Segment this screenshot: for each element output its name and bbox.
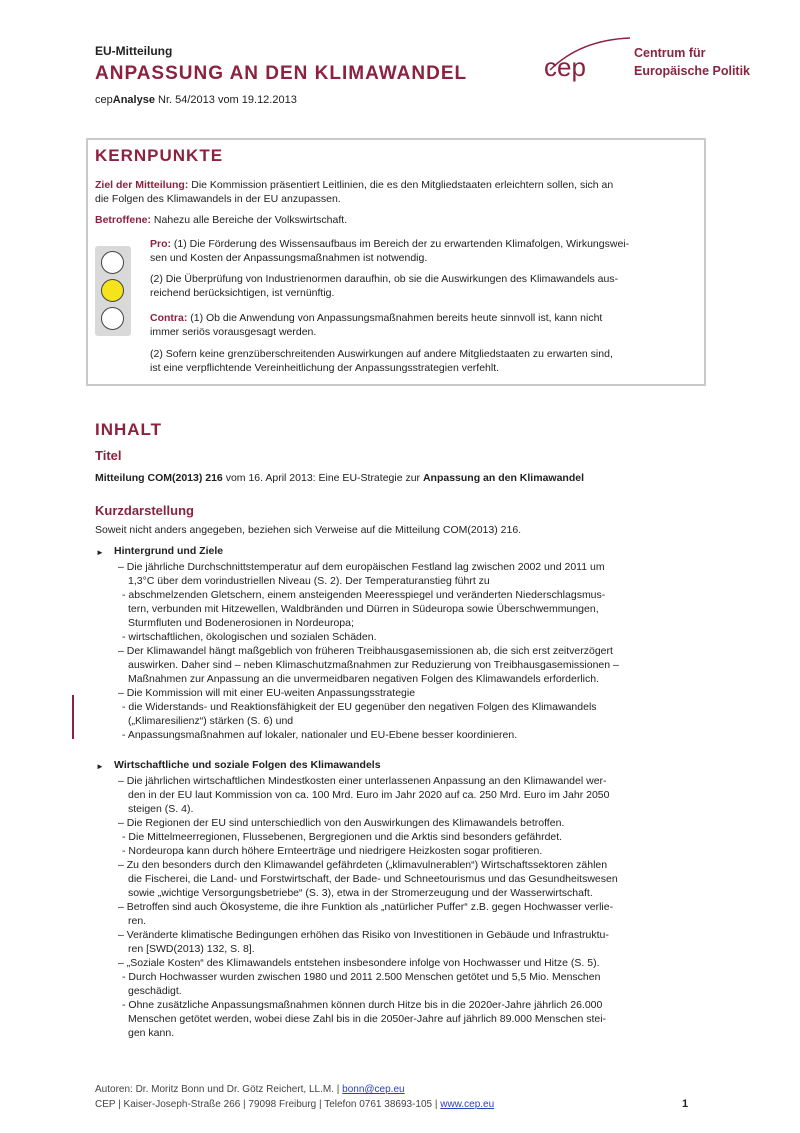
inhalt-title: INHALT — [95, 420, 163, 439]
contra-2: (2) Sofern keine grenzüberschreitenden Auswirkungen auf andere Mitgliedstaaten zu erwarten sind, ist eine verpflichtende Vereinheitlichung der Anpassungsstrategien verfehlt. — [150, 348, 613, 374]
text-line: den in der EU laut Kommission von ca. 100 Mrd. Euro im Jahr 2020 auf ca. 250 Mrd. Euro im Jahr 2050 — [128, 789, 610, 801]
text-line: Maßnahmen zur Anpassung an die unvermeidbaren negativen Folgen des Klimawandels erforderlich. — [128, 673, 600, 685]
text-line: 1,3°C über dem vorindustriellen Niveau (S. 2). Der Temperaturanstieg führt zu — [128, 575, 490, 587]
text-line: sowie „wichtige Versorgungsbetriebe“ (S. 3), etwa in der Stromerzeugung und der Wasserwirtschaft. — [128, 887, 593, 899]
text-line: – Die Kommission will mit einer EU-weiten Anpassungsstrategie — [118, 687, 416, 699]
section-arrow-icon: ► — [96, 548, 104, 557]
text-line: - die Widerstands- und Reaktionsfähigkeit der EU gegenüber den negativen Folgen des Klimawandels — [122, 701, 597, 713]
text-line: – Die jährlichen wirtschaftlichen Mindestkosten einer unterlassenen Anpassung an den Klimawandel wer- — [118, 775, 607, 787]
text-line: steigen (S. 4). — [128, 803, 194, 815]
text-line: - Durch Hochwasser wurden zwischen 1980 und 2011 2.500 Menschen getötet und 5,5 Mio. Menschen — [122, 971, 601, 983]
kurzdarstellung-heading: Kurzdarstellung — [95, 503, 194, 518]
kernpunkte-title: KERNPUNKTE — [95, 146, 224, 165]
titel-heading: Titel — [95, 448, 122, 463]
section-body-folgen — [114, 774, 694, 1040]
pro-2: (2) Die Überprüfung von Industrienormen daraufhin, ob sie die Auswirkungen des Klimawandels aus- reichend berücksichtigen, ist vernünftig. — [150, 273, 619, 299]
document-type: EU-Mitteilung — [95, 44, 173, 58]
section-body-hintergrund — [114, 560, 694, 742]
text-line: - wirtschaftlichen, ökologischen und sozialen Schäden. — [122, 631, 377, 643]
website-link[interactable]: www.cep.eu — [440, 1099, 495, 1110]
text-line: auswirken. Daher sind – neben Klimaschutzmaßnahmen zur Reduzierung von Treibhausgasemissionen – — [128, 659, 619, 671]
traffic-light-yellow — [101, 279, 124, 302]
traffic-light-top — [101, 251, 124, 274]
text-line: – Zu den besonders durch den Klimawandel gefährdeten („klimavulnerablen“) Wirtschaftssektoren zählen — [118, 859, 608, 871]
footer-address: CEP | Kaiser-Joseph-Straße 266 | 79098 Freiburg | Telefon 0761 38693-105 | www.cep.eu — [95, 1099, 495, 1110]
betroffene-paragraph: Betroffene: Nahezu alle Bereiche der Volkswirtschaft. — [95, 214, 348, 226]
text-line: - Die Mittelmeerregionen, Flussebenen, Bergregionen und die Arktis sind besonders gefährdet. — [122, 831, 563, 843]
section-heading-folgen: Wirtschaftliche und soziale Folgen des Klimawandels — [114, 759, 381, 771]
text-line: – Veränderte klimatische Bedingungen erhöhen das Risiko von Investitionen in Gebäude und Infrastruktu- — [118, 929, 609, 941]
email-link[interactable]: bonn@cep.eu — [342, 1084, 405, 1095]
text-line: - Ohne zusätzliche Anpassungsmaßnahmen können durch Hitze bis in die 2020er-Jahre jährlich 26.000 — [122, 999, 603, 1011]
text-line: („Klimaresilienz“) stärken (S. 6) und — [128, 715, 294, 727]
ziel-paragraph: Ziel der Mitteilung: Die Kommission präsentiert Leitlinien, die es den Mitgliedstaaten erleichtern sollen, sich an die Folgen des Klimawandels in der EU anzupassen. — [95, 179, 614, 205]
text-line: geschädigt. — [128, 985, 182, 997]
text-line: – Die jährliche Durchschnittstemperatur auf dem europäischen Festland lag zwischen 2002 und 2011 um — [118, 561, 605, 573]
text-line: Menschen getötet werden, wobei diese Zahl bis in die 2050er-Jahre auf jährlich 89.000 Menschen stei- — [128, 1013, 607, 1025]
text-line: – Die Regionen der EU sind unterschiedlich von den Auswirkungen des Klimawandels betroffen. — [118, 817, 565, 829]
text-line: ren. — [128, 915, 147, 927]
kurzdarstellung-intro: Soweit nicht anders angegeben, beziehen sich Verweise auf die Mitteilung COM(2013) 216. — [95, 524, 522, 536]
footer-authors: Autoren: Dr. Moritz Bonn und Dr. Götz Reichert, LL.M. | bonn@cep.eu — [95, 1084, 405, 1095]
text-line: - Anpassungsmaßnahmen auf lokaler, nationaler und EU-Ebene besser koordinieren. — [122, 729, 518, 741]
contra-1: Contra: (1) Ob die Anwendung von Anpassungsmaßnahmen bereits heute sinnvoll ist, kann nicht immer seriös vorausgesagt werden. — [150, 312, 603, 338]
page-number: 1 — [682, 1098, 689, 1110]
traffic-light-bottom — [101, 307, 124, 330]
text-line: tern, verbunden mit Hitzewellen, Waldbränden und Dürren in Südeuropa sowie Überschwemmungen, — [128, 603, 599, 615]
text-line: gen kann. — [128, 1027, 175, 1039]
traffic-light-icon — [95, 246, 131, 336]
text-line: - Nordeuropa kann durch höhere Ernteerträge und niedrigere Heizkosten sogar profitieren. — [122, 845, 543, 857]
section-arrow-icon: ► — [96, 762, 104, 771]
document-reference: cepAnalyse Nr. 54/2013 vom 19.12.2013 — [95, 94, 297, 106]
text-line: - abschmelzenden Gletschern, einem ansteigenden Meeresspiegel und veränderten Niederschlagsmus- — [122, 589, 606, 601]
text-line: ren [SWD(2013) 132, S. 8]. — [128, 943, 255, 955]
document-title: ANPASSUNG AN DEN KLIMAWANDEL — [95, 63, 468, 84]
organization-name: Centrum für Europäische Politik — [634, 46, 751, 78]
titel-text: Mitteilung COM(2013) 216 vom 16. April 2013: Eine EU-Strategie zur Anpassung an den Klimawandel — [95, 472, 584, 484]
margin-marker — [72, 695, 74, 739]
text-line: – Betroffen sind auch Ökosysteme, die ihre Funktion als „natürlicher Puffer“ z.B. gegen Hochwasser verlie- — [118, 901, 614, 913]
section-heading-hintergrund: Hintergrund und Ziele — [114, 545, 224, 557]
text-line: – Der Klimawandel hängt maßgeblich von früheren Treibhausgasemissionen ab, die sich erst zeitverzögert — [118, 645, 613, 657]
text-line: die Fischerei, die Land- und Forstwirtschaft, der Bade- und Schneetourismus und das Gesundheitswesen — [128, 873, 618, 885]
text-line: – „Soziale Kosten“ des Klimawandels entstehen insbesondere infolge von Hochwasser und Hitze (S. 5). — [118, 957, 600, 969]
pro-1: Pro: (1) Die Förderung des Wissensaufbaus im Bereich der zu erwartenden Klimafolgen, Wirkungswei- sen und Kosten der Anpassungsmaßnahmen ist notwendig. — [150, 238, 630, 264]
text-line: Sturmfluten und Bodenerosionen in Nordeuropa; — [128, 617, 354, 629]
logo-text: cep — [544, 52, 586, 82]
